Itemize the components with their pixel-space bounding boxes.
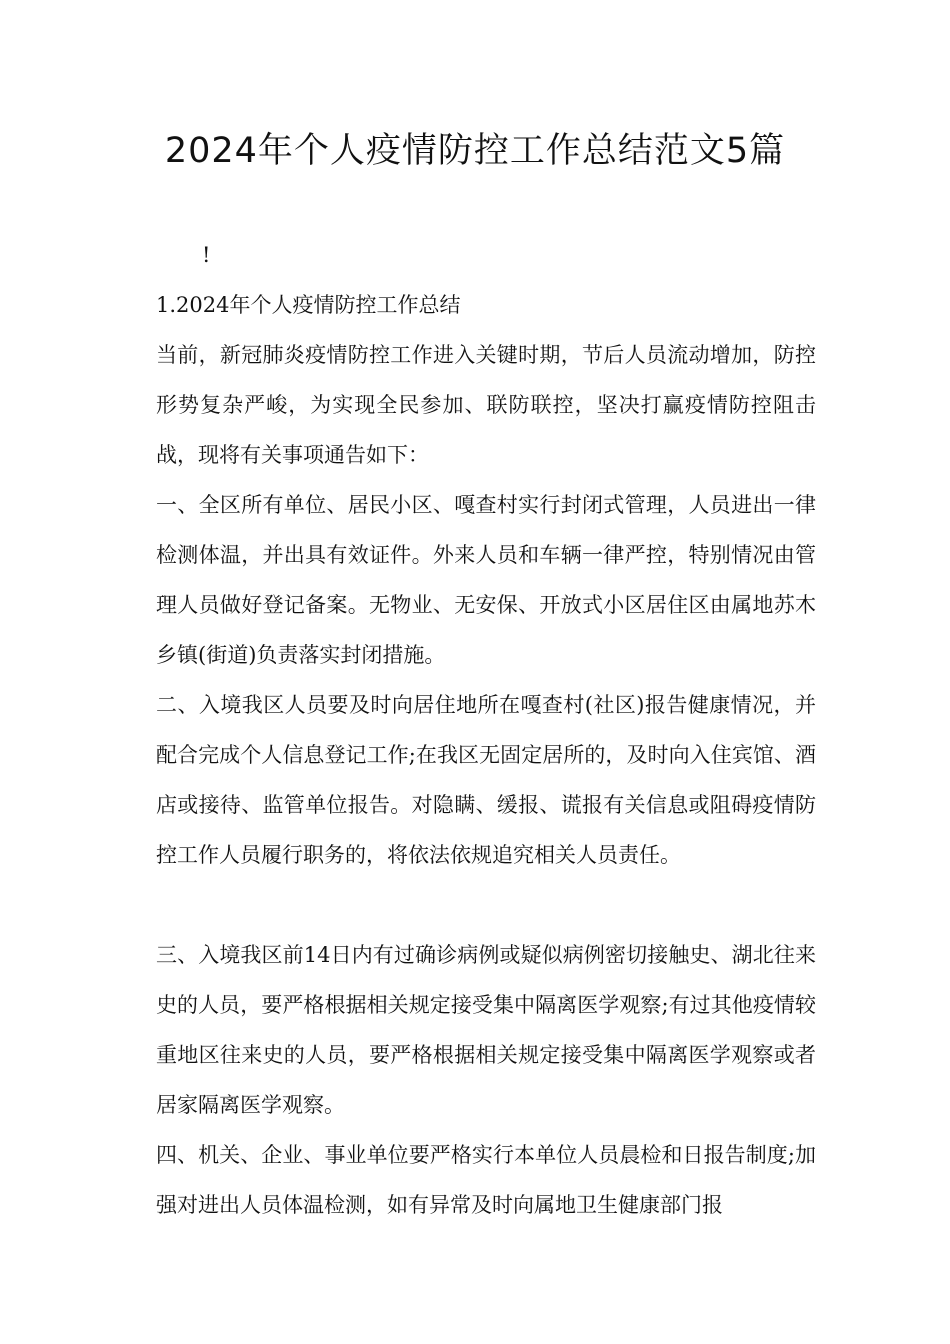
paragraph-item-4: 四、机关、企业、事业单位要严格实行本单位人员晨检和日报告制度;加强对进出人员体温检测，如有异常及时向属地卫生健康部门报	[156, 1143, 816, 1217]
section-heading: 1.2024年个人疫情防控工作总结	[156, 293, 461, 317]
paragraph-item-2: 二、入境我区人员要及时向居住地所在嘎查村(社区)报告健康情况，并配合完成个人信息登记工作;在我区无固定居所的，及时向入住宾馆、酒店或接待、监管单位报告。对隐瞒、缓报、谎报有关信息或阻碍疫情防控工作人员履行职务的，将依法依规追究相关人员责任。	[156, 693, 816, 867]
document-body	[144, 230, 816, 1230]
paragraph-spacer	[144, 880, 816, 930]
document-title: 2024年个人疫情防控工作总结范文5篇	[164, 131, 786, 171]
paragraph-item-3: 三、入境我区前14日内有过确诊病例或疑似病例密切接触史、湖北往来史的人员，要严格根据相关规定接受集中隔离医学观察;有过其他疫情较重地区往来史的人员，要严格根据相关规定接受集中隔离医学观察或者居家隔离医学观察。	[156, 943, 816, 1117]
exclamation-mark: !	[202, 243, 211, 267]
paragraph-intro: 当前，新冠肺炎疫情防控工作进入关键时期，节后人员流动增加，防控形势复杂严峻，为实现全民参加、联防联控，坚决打赢疫情防控阻击战，现将有关事项通告如下：	[156, 343, 816, 467]
paragraph-item-1: 一、全区所有单位、居民小区、嘎查村实行封闭式管理，人员进出一律检测体温，并出具有效证件。外来人员和车辆一律严控，特别情况由管理人员做好登记备案。无物业、无安保、开放式小区居住区由属地苏木乡镇(街道)负责落实封闭措施。	[156, 493, 816, 667]
